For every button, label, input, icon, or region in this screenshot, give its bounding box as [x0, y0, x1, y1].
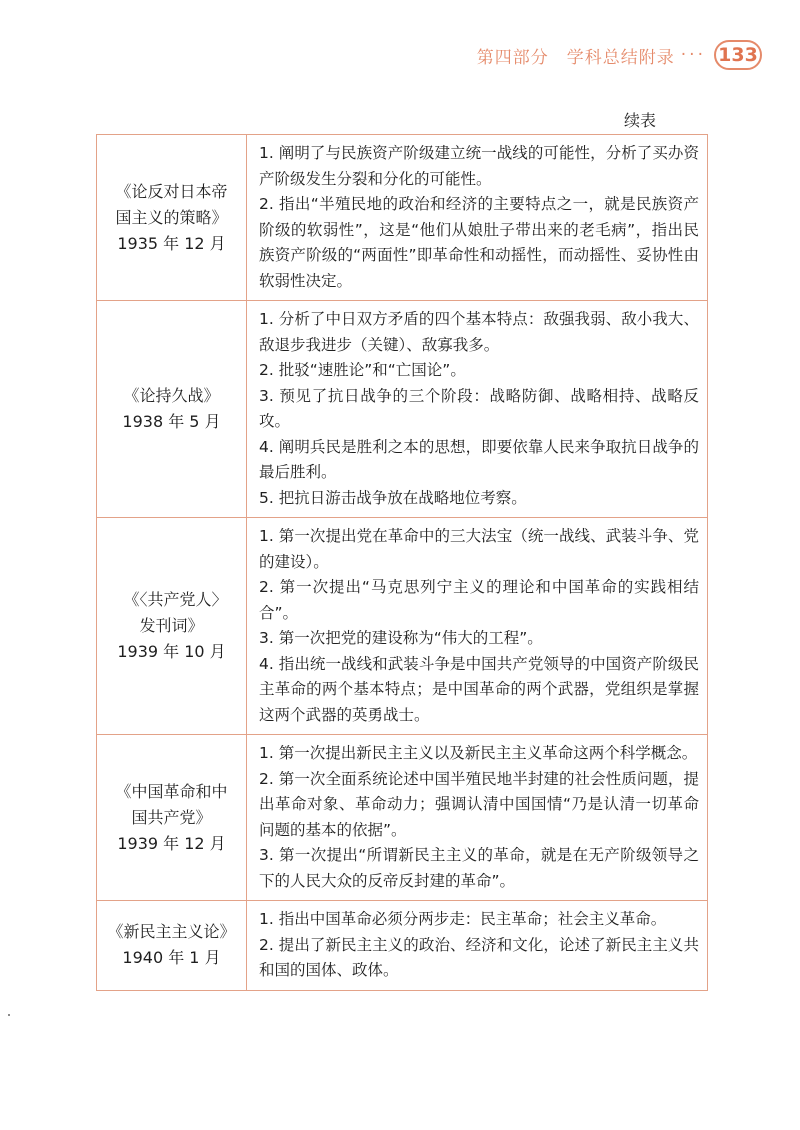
page-number-badge: 133 — [714, 40, 762, 70]
work-title: 《新民主主义论》 — [107, 922, 236, 942]
work-title-cell — [97, 901, 247, 991]
work-title-cell — [97, 735, 247, 901]
work-title-cell — [97, 135, 247, 301]
table-row — [97, 735, 708, 901]
works-table — [96, 134, 708, 991]
work-content-cell — [247, 301, 708, 518]
content-point: 3. 第一次提出“所谓新民主主义的革命，就是在无产阶级领导之下的人民大众的反帝反封建的革命”。 — [259, 846, 699, 890]
content-point: 2. 第一次全面系统论述中国半殖民地半封建的社会性质问题，提出革命对象、革命动力；强调认清中国国情“乃是认清一切革命问题的基本的依据”。 — [259, 769, 699, 839]
content-point: 2. 第一次提出“马克思列宁主义的理论和中国革命的实践相结合”。 — [259, 578, 699, 622]
content-point: 1. 第一次提出新民主主义以及新民主主义革命这两个科学概念。 — [259, 744, 698, 762]
table-row — [97, 518, 708, 735]
work-date: 1938 年 5 月 — [122, 412, 221, 431]
work-title: 《论持久战》 — [123, 386, 220, 405]
content-point: 2. 提出了新民主主义的政治、经济和文化，论述了新民主主义共和国的国体、政体。 — [259, 935, 699, 979]
work-content-cell — [247, 735, 708, 901]
work-date: 1935 年 12 月 — [117, 233, 226, 253]
work-title: 《论反对日本帝国主义的策略》 — [115, 181, 228, 227]
content-point: 5. 把抗日游击战争放在战略地位考察。 — [259, 488, 527, 507]
content-point: 4. 阐明兵民是胜利之本的思想，即要依靠人民来争取抗日战争的最后胜利。 — [259, 437, 699, 481]
table-row — [97, 901, 708, 991]
work-date: 1940 年 1 月 — [122, 948, 221, 968]
work-title: 《中国革命和中国共产党》 — [115, 781, 228, 827]
scan-speck — [8, 1014, 10, 1016]
header-subtitle: 学科总结附录 — [566, 47, 675, 68]
content-point: 4. 指出统一战线和武装斗争是中国共产党领导的中国资产阶级民主革命的两个基本特点；是中国革命的两个武器，党组织是掌握这两个武器的英勇战士。 — [259, 654, 699, 724]
work-content-cell — [247, 135, 708, 301]
header-section: 第四部分 — [476, 47, 549, 68]
work-title: 《〈共产党人〉发刊词》 — [123, 590, 220, 635]
work-date: 1939 年 12 月 — [117, 833, 226, 853]
header-dots: ··· — [680, 45, 706, 65]
content-point: 2. 批驳“速胜论”和“亡国论”。 — [259, 361, 466, 379]
work-content-cell — [247, 901, 708, 991]
content-point: 1. 指出中国革命必须分两步走：民主革命；社会主义革命。 — [259, 910, 667, 928]
table-row — [97, 135, 708, 301]
content-point: 3. 预见了抗日战争的三个阶段：战略防御、战略相持、战略反攻。 — [259, 386, 699, 430]
content-point: 3. 第一次把党的建设称为“伟大的工程”。 — [259, 629, 543, 647]
work-title-cell — [97, 301, 247, 518]
table-row — [97, 301, 708, 518]
content-point: 2. 指出“半殖民地的政治和经济的主要特点之一，就是民族资产阶级的软弱性”，这是“他们从娘肚子带出来的老毛病”，指出民族资产阶级的“两面性”即革命性和动摇性，而动摇性、妥协性由软弱性决定。 — [259, 195, 699, 290]
work-content-cell — [247, 518, 708, 735]
content-point: 1. 分析了中日双方矛盾的四个基本特点：敌强我弱、敌小我大、敌退步我进步（关键）、敌寡我多。 — [259, 310, 699, 354]
work-title-cell — [97, 518, 247, 735]
page-header — [477, 38, 762, 72]
work-date: 1939 年 10 月 — [117, 642, 226, 661]
content-point: 1. 第一次提出党在革命中的三大法宝（统一战线、武装斗争、党的建设）。 — [259, 527, 699, 571]
continued-label: 续表 — [624, 111, 657, 130]
content-point: 1. 阐明了与民族资产阶级建立统一战线的可能性，分析了买办资产阶级发生分裂和分化的可能性。 — [259, 144, 699, 188]
